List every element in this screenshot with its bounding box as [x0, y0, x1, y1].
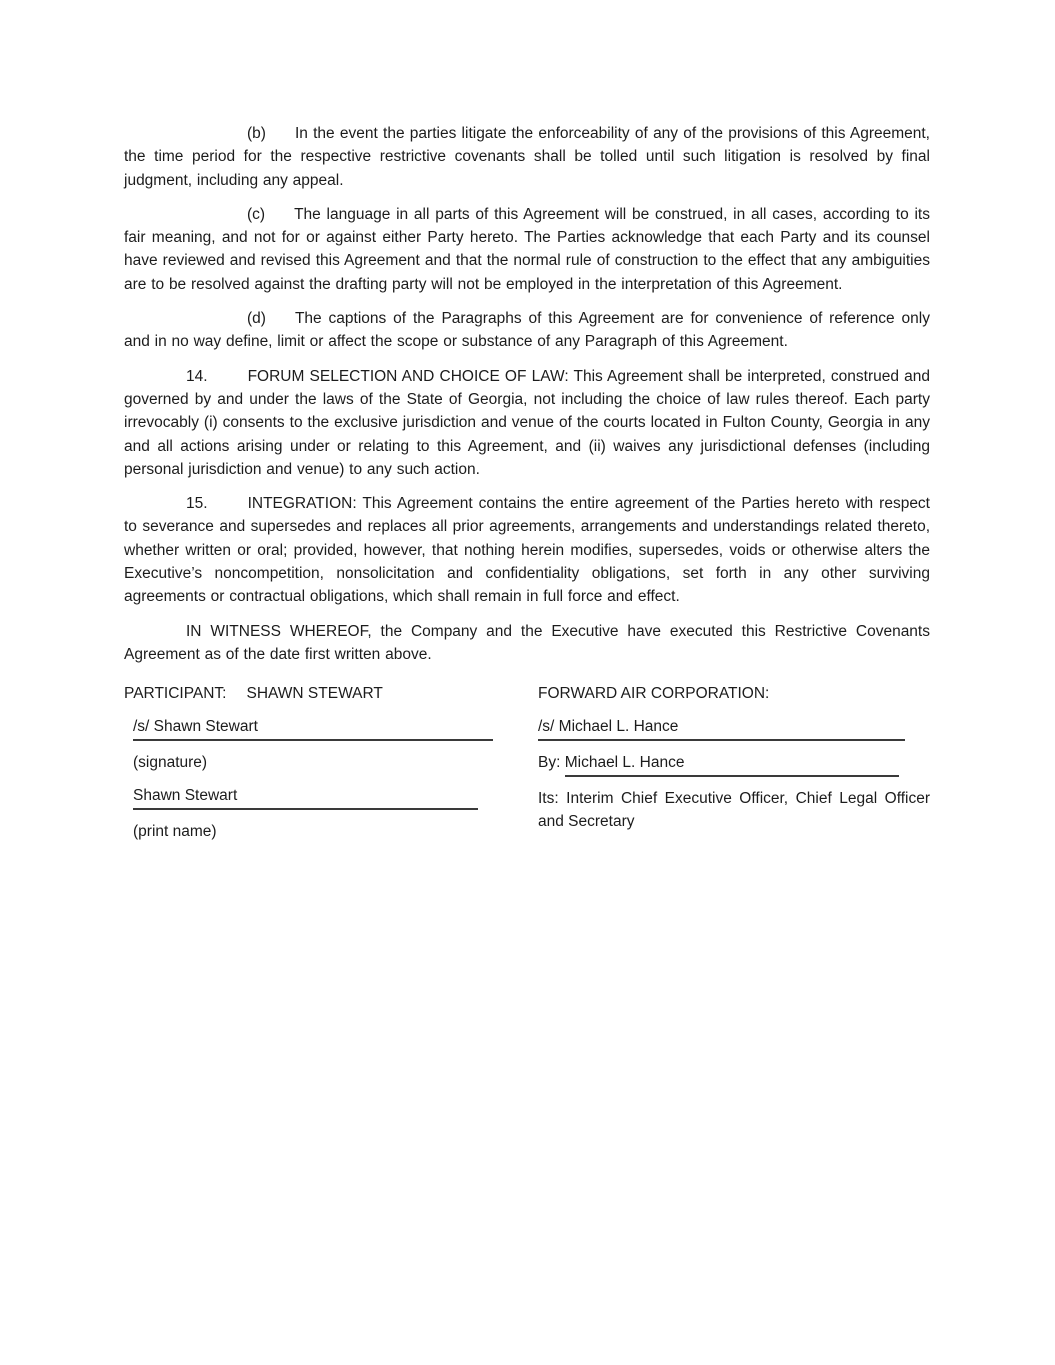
paragraph-label: (b): [247, 125, 266, 142]
paragraph-in-witness-whereof: [124, 620, 930, 667]
paragraph-d: [124, 307, 930, 354]
participant-printed-name-line: [124, 784, 496, 810]
signature-block: [124, 682, 930, 843]
paragraph-number: 15.: [186, 495, 208, 513]
participant-printed-name-value: Shawn Stewart: [133, 784, 478, 810]
paragraph-15-integration: [124, 492, 930, 608]
paragraph-text: The captions of the Paragraphs of this Agreement are for convenience of reference only and in no way define, limit or affect the scope or substance of any Paragraph of this Agreement.: [124, 310, 930, 351]
participant-signature-caption: (signature): [133, 754, 208, 772]
company-title-line: Its: Interim Chief Executive Officer, Chief Legal Officer and Secretary: [538, 790, 930, 831]
participant-signature-line: [124, 715, 496, 741]
participant-signature-value: /s/ Shawn Stewart: [133, 715, 493, 741]
paragraph-label: (d): [247, 310, 266, 328]
participant-printed-name-caption: (print name): [133, 823, 217, 841]
company-signature-column: [538, 682, 930, 843]
participant-signature-column: [124, 682, 496, 843]
paragraph-number: 14.: [186, 367, 208, 385]
participant-label: PARTICIPANT:: [124, 685, 227, 703]
company-signature-line: [538, 715, 930, 741]
paragraph-14-forum-selection: [124, 365, 930, 481]
paragraph-text: FORUM SELECTION AND CHOICE OF LAW: This Agreement shall be interpreted, construed and governed by and under the laws of the State of Georgia, not including the choice of law rules thereof. Each party irrevocably (i) consents to the exclusive jurisdiction and venue of the courts located in Fulton County, Georgia in any and all actions arising under or relating to this Agreement, and (ii) waives any jurisdictional defenses (including personal jurisdiction and venue) to any such action.: [124, 367, 930, 478]
company-heading: FORWARD AIR CORPORATION:: [538, 685, 770, 703]
paragraph-text: The language in all parts of this Agreement will be construed, in all cases, according to its fair meaning, and not for or against either Party hereto. The Parties acknowledge that each Party and its counsel have reviewed and revised this Agreement and that the normal rule of construction to the effect that any ambiguities are to be resolved against the drafting party will not be employed in the interpretation of this Agreement.: [124, 205, 930, 293]
paragraph-text: INTEGRATION: This Agreement contains the entire agreement of the Parties hereto with respect to severance and supersedes and replaces all prior agreements, arrangements and understandings related thereto, whether written or oral; provided, however, that nothing herein modifies, supersedes, voids or otherwise alters the Executive’s noncompetition, nonsolicitation and confidentiality obligations, set forth in any other surviving agreements or contractual obligations, which shall remain in full force and effect.: [124, 495, 930, 606]
by-label: By:: [538, 754, 561, 772]
paragraph-text: IN WITNESS WHEREOF, the Company and the Executive have executed this Restrictive Covenants Agreement as of the date first written above.: [124, 622, 930, 663]
participant-name: SHAWN STEWART: [246, 685, 383, 703]
company-by-line: [538, 751, 930, 777]
participant-heading: [124, 682, 496, 705]
company-by-value: Michael L. Hance: [565, 751, 899, 777]
paragraph-label: (c): [247, 205, 266, 223]
company-signature-value: /s/ Michael L. Hance: [538, 715, 905, 741]
paragraph-b: [124, 122, 930, 192]
paragraph-text: In the event the parties litigate the enforceability of any of the provisions of this Agreement, the time period for the respective restrictive covenants shall be tolled until such litigation is resolved by final judgment, including any appeal.: [124, 125, 930, 189]
paragraph-c: [124, 203, 930, 296]
